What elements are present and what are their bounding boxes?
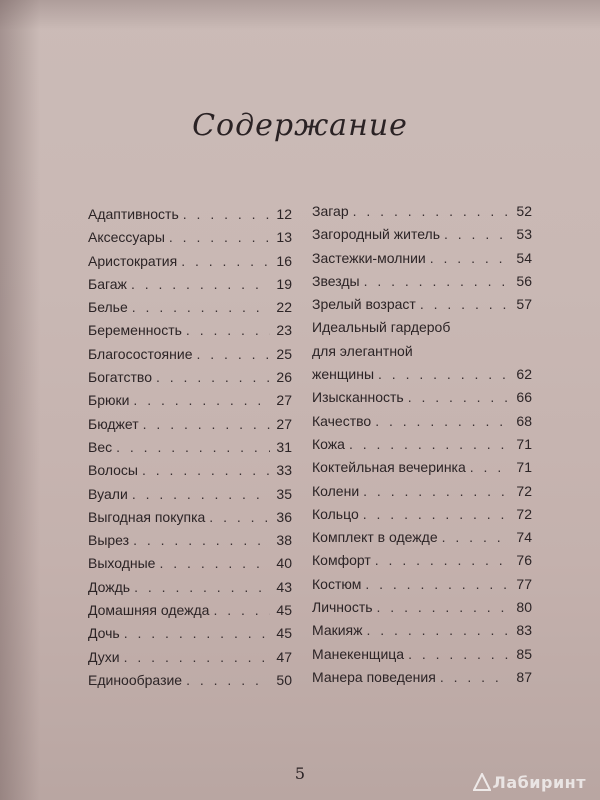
- toc-entry-page: 74: [516, 529, 532, 546]
- toc-entry: [88, 439, 292, 462]
- toc-entry: [312, 389, 532, 412]
- toc-entry: [88, 579, 292, 602]
- toc-entry-page: 13: [276, 229, 292, 246]
- toc-entry-page: 35: [276, 485, 292, 502]
- toc-entry: [88, 672, 292, 695]
- toc-leader-dots: [131, 276, 270, 292]
- toc-entry-label: Выходные: [88, 555, 156, 572]
- toc-leader-dots: [186, 672, 270, 688]
- toc-entry-page: 50: [276, 671, 292, 688]
- toc-entry-page: 68: [516, 412, 532, 429]
- toc-leader-dots: [377, 599, 510, 615]
- toc-entry-page: 38: [276, 532, 292, 549]
- toc-entry: [88, 602, 292, 625]
- toc-entry-label: женщины: [312, 366, 375, 383]
- toc-leader-dots: [363, 506, 510, 522]
- toc-leader-dots: [367, 622, 511, 638]
- toc-entry-page: 52: [516, 203, 532, 219]
- toc-leader-dots: [143, 416, 270, 432]
- toc-entry-page: 19: [276, 275, 292, 292]
- toc-entry-page: 54: [516, 249, 532, 266]
- toc-leader-dots: [133, 392, 270, 408]
- toc-entry-page: 66: [516, 389, 532, 406]
- toc-entry-label: Белье: [88, 299, 128, 316]
- toc-entry: [88, 229, 292, 252]
- toc-entry: [312, 506, 532, 529]
- toc-entry: [88, 462, 292, 485]
- toc-entry-page: 56: [516, 272, 532, 289]
- toc-entry-label: Адаптивность: [88, 206, 179, 222]
- toc-entry: [88, 346, 292, 369]
- toc-leader-dots: [440, 669, 510, 685]
- toc-leader-dots: [183, 206, 270, 222]
- toc-entry-page: 43: [276, 578, 292, 595]
- toc-entry-page: 27: [276, 415, 292, 432]
- toc-entry-label: Домашняя одежда: [88, 602, 210, 619]
- toc-entry-label: Личность: [312, 599, 373, 616]
- toc-entry-label: Вырез: [88, 532, 130, 549]
- toc-leader-dots: [408, 646, 510, 662]
- toc-entry-label: Духи: [88, 648, 120, 665]
- toc-entry-label: Аристократия: [88, 252, 178, 269]
- toc-entry-page: 12: [276, 206, 292, 222]
- toc-entry-page: 71: [516, 435, 532, 452]
- toc-entry-page: 16: [276, 252, 292, 269]
- toc-entry-page: 45: [276, 625, 292, 642]
- toc-leader-dots: [142, 462, 270, 478]
- toc-entry-page: 22: [276, 299, 292, 316]
- toc-entry-page: 26: [276, 369, 292, 386]
- toc-entry: [312, 203, 532, 226]
- toc-entry: [312, 319, 532, 389]
- toc-entry-page: 80: [516, 599, 532, 616]
- toc-entry-page: 87: [516, 668, 532, 685]
- toc-entry-label: Единообразие: [88, 671, 183, 688]
- toc-leader-dots: [159, 555, 270, 571]
- toc-entry-label: Зрелый возраст: [312, 296, 416, 313]
- page-number: 5: [294, 764, 306, 783]
- page-top-shadow: [0, 0, 600, 30]
- toc-entry: [312, 646, 532, 669]
- toc-entry-label: Качество: [312, 412, 372, 429]
- toc-entry: [312, 599, 532, 622]
- toc-entry-label: Колени: [312, 482, 360, 499]
- toc-entry: [88, 369, 292, 392]
- toc-entry-page: 27: [276, 392, 292, 409]
- toc-column-right: [312, 203, 532, 692]
- toc-entry-page: 77: [516, 575, 532, 592]
- toc-entry-label: Коктейльная вечеринка: [312, 459, 466, 476]
- toc-entry: [88, 486, 292, 509]
- toc-entry-page: 33: [276, 462, 292, 479]
- toc-entry-page: 62: [516, 366, 532, 383]
- toc-entry-label: Благосостояние: [88, 345, 193, 362]
- toc-entry-page: 83: [516, 622, 532, 639]
- toc-entry-label: Загородный житель: [312, 226, 440, 243]
- toc-entry: [88, 649, 292, 672]
- toc-leader-dots: [408, 389, 510, 405]
- toc-leader-dots: [349, 436, 510, 452]
- toc-entry: [88, 206, 292, 229]
- toc-entry: [312, 273, 532, 296]
- toc-entry: [88, 555, 292, 578]
- toc-entry-label: Дождь: [88, 578, 131, 595]
- toc-entry-label: Вуали: [88, 485, 128, 502]
- toc-entry: [88, 532, 292, 555]
- toc-leader-dots: [116, 439, 270, 455]
- toc-entry-label: для элегантной: [312, 342, 413, 359]
- toc-entry: [312, 529, 532, 552]
- toc-entry: [312, 436, 532, 459]
- toc-entry-label: Идеальный гардероб: [312, 319, 451, 336]
- labyrinth-logo-icon: [473, 773, 491, 791]
- toc-entry: [312, 459, 532, 482]
- toc-entry: [312, 576, 532, 599]
- toc-leader-dots: [133, 532, 270, 548]
- toc-entry: [312, 552, 532, 575]
- toc-entry-label: Изысканность: [312, 389, 404, 406]
- toc-entry-label: Комфорт: [312, 552, 371, 569]
- toc-leader-dots: [364, 273, 510, 289]
- toc-leader-dots: [134, 579, 270, 595]
- toc-leader-dots: [169, 229, 270, 245]
- toc-entry-page: 71: [516, 459, 532, 476]
- toc-leader-dots: [420, 296, 510, 312]
- toc-entry-page: 47: [276, 648, 292, 665]
- toc-entry-label: Макияж: [312, 622, 363, 639]
- toc-entry-label: Дочь: [88, 625, 120, 642]
- toc-entry-label: Брюки: [88, 392, 130, 409]
- toc-leader-dots: [209, 509, 270, 525]
- toc-leader-dots: [186, 322, 270, 338]
- toc-leader-dots: [470, 459, 510, 475]
- toc-entry-page: 40: [276, 555, 292, 572]
- toc-entry: [88, 392, 292, 415]
- toc-entry-label: Аксессуары: [88, 229, 165, 246]
- toc-leader-dots: [124, 625, 270, 641]
- toc-leader-dots: [156, 369, 270, 385]
- toc-leader-dots: [132, 299, 270, 315]
- toc-leader-dots: [353, 203, 510, 219]
- toc-entry-label: Комплект в одежде: [312, 529, 438, 546]
- toc-entry: [312, 226, 532, 249]
- toc-entry-label: Костюм: [312, 575, 362, 592]
- toc-entry-label: Беременность: [88, 322, 182, 339]
- toc-leader-dots: [213, 602, 270, 618]
- toc-entry-page: 25: [276, 345, 292, 362]
- toc-entry: [312, 296, 532, 319]
- toc-entry-page: 72: [516, 482, 532, 499]
- toc-leader-dots: [181, 253, 270, 269]
- toc-entry-label: Богатство: [88, 369, 152, 386]
- toc-entry-page: 23: [276, 322, 292, 339]
- toc-entry-page: 57: [516, 296, 532, 313]
- toc-entry-label: Звезды: [312, 272, 360, 289]
- toc-leader-dots: [430, 250, 510, 266]
- toc-entry: [312, 483, 532, 506]
- toc-leader-dots: [442, 529, 510, 545]
- toc-leader-dots: [375, 552, 510, 568]
- watermark: Лабиринт: [473, 773, 586, 792]
- toc-leader-dots: [444, 226, 510, 242]
- toc-entry: [88, 276, 292, 299]
- toc-entry-page: 76: [516, 552, 532, 569]
- toc-entry-label: Манера поведения: [312, 668, 436, 685]
- toc-entry-label: Загар: [312, 203, 349, 219]
- toc-entry: [312, 250, 532, 273]
- toc-entry-page: 53: [516, 226, 532, 243]
- toc-entry: [88, 416, 292, 439]
- toc-entry: [88, 625, 292, 648]
- toc-entry-label: Манекенщица: [312, 645, 405, 662]
- toc-entry: [312, 413, 532, 436]
- toc-entry-label: Кольцо: [312, 505, 359, 522]
- toc-entry: [88, 299, 292, 322]
- toc-entry-page: 85: [516, 645, 532, 662]
- toc-entry-page: 31: [276, 438, 292, 455]
- toc-leader-dots: [363, 483, 510, 499]
- toc-entry-label: Выгодная покупка: [88, 508, 206, 525]
- toc-entry-page: 72: [516, 505, 532, 522]
- toc-entry: [312, 669, 532, 692]
- toc-entry: [312, 622, 532, 645]
- page-title: Содержание: [192, 108, 408, 143]
- toc-entry-label: Кожа: [312, 435, 345, 452]
- toc-entry-label: Волосы: [88, 462, 138, 479]
- toc-entry: [88, 509, 292, 532]
- toc-leader-dots: [365, 576, 510, 592]
- toc-entry: [88, 253, 292, 276]
- toc-leader-dots: [375, 413, 510, 429]
- toc-column-left: [88, 206, 292, 695]
- toc-leader-dots: [196, 346, 270, 362]
- toc-entry-label: Застежки-молнии: [312, 249, 426, 266]
- toc-leader-dots: [124, 649, 270, 665]
- toc-entry-page: 36: [276, 508, 292, 525]
- toc-leader-dots: [378, 366, 510, 382]
- toc-entry-label: Вес: [88, 438, 113, 455]
- toc-entry: [88, 322, 292, 345]
- toc-leader-dots: [132, 486, 270, 502]
- toc-entry-label: Багаж: [88, 275, 127, 292]
- toc-entry-label: Бюджет: [88, 415, 139, 432]
- toc-entry-page: 45: [276, 602, 292, 619]
